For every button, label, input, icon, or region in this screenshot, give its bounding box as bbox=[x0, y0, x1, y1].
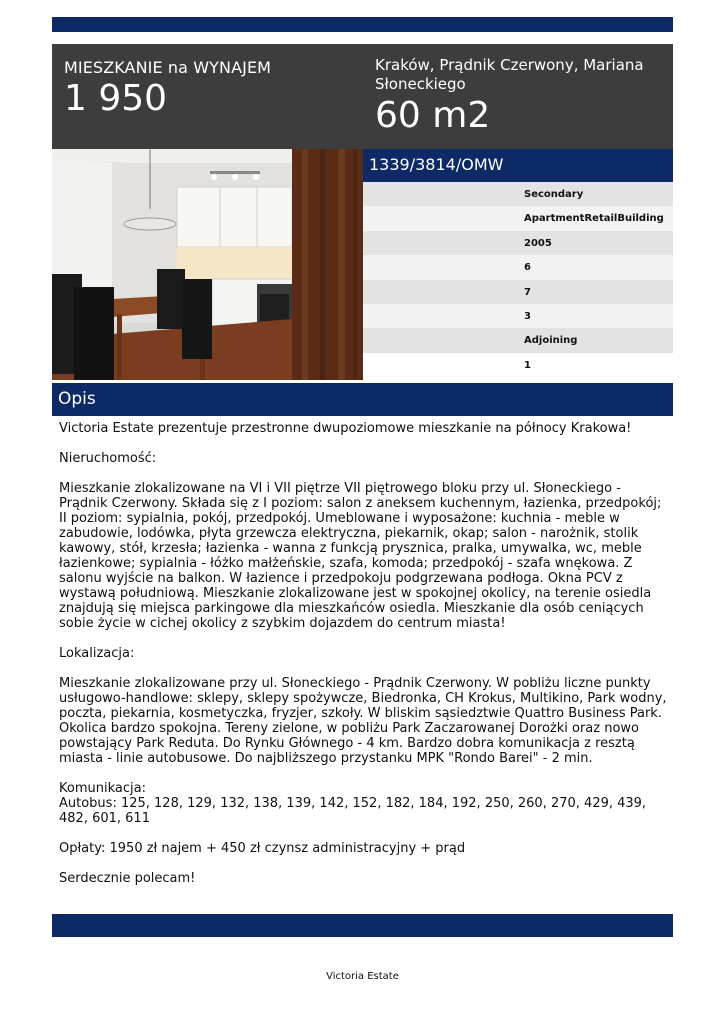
property-details: Mieszkanie zlokalizowane na VI i VII piętrze VII piętrowego bloku przy ul. Słoneckiego - Prądnik Czerwony. Składa się z I poziom: salon z aneksem kuchennym, łazienka, przedpokój; II poziom: sypialnia, pokój, przedpokój. Umeblowane i wyposażone: kuchnia - meble w zabudowie, lodówka, płyta grzewcza elektryczna, piekarnik, okap; salon - narożnik, stolik kawowy, stół, krzesła; łazienka - wanna z funkcją prysznica, pralka, umywalka, wc, meble łazienkowe; sypialnia - łóżko małżeńskie, szafa, komoda; przedpokój - szafa wnękowa. Z salonu wyjście na balkon. W łazience i przedpokoju podgrzewana podłoga. Okna PCV z wystawą południową. Mieszkanie zlokalizowane jest w spokojnej okolicy, na terenie osiedla znajdują się miejsca parkingowe dla mieszkańców osiedla. Mieszkanie dla osób ceniących sobie życie w cichej okolicy z szybkim dojazdem do centrum miasta! bbox=[59, 481, 662, 631]
property-heading: Nieruchomość: bbox=[59, 451, 157, 466]
spec-build-year: 2005 bbox=[363, 231, 673, 255]
reference-number: 1339/3814/OMW bbox=[363, 149, 673, 182]
fees-info: Opłaty: 1950 zł najem + 450 zł czynsz administracyjny + prąd bbox=[59, 841, 466, 856]
closing-line: Serdecznie polecam! bbox=[59, 871, 196, 886]
transport-info: Komunikacja: Autobus: 125, 128, 129, 132, 138, 139, 142, 152, 182, 184, 192, 250, 260, 270, 429, 439, 482, 601, 611 bbox=[59, 781, 647, 826]
spec-kitchen-type: Adjoining bbox=[363, 328, 673, 352]
apartment-photo bbox=[52, 149, 363, 380]
top-decorative-bar bbox=[52, 17, 673, 32]
spec-floor: 6 bbox=[363, 255, 673, 279]
spec-bathrooms: 1 bbox=[363, 353, 673, 377]
property-specs-table bbox=[363, 182, 673, 377]
listing-price: 1 950 bbox=[64, 78, 168, 119]
spec-market-type: Secondary bbox=[363, 182, 673, 206]
listing-header bbox=[52, 44, 673, 149]
description-intro: Victoria Estate prezentuje przestronne dwupoziomowe mieszkanie na północy Krakowa! bbox=[59, 421, 632, 436]
listing-address: Kraków, Prądnik Czerwony, Mariana Słoneckiego bbox=[375, 56, 644, 93]
description-body bbox=[59, 421, 669, 901]
spec-rooms: 3 bbox=[363, 304, 673, 328]
location-heading: Lokalizacja: bbox=[59, 646, 135, 661]
listing-type: MIESZKANIE na WYNAJEM bbox=[64, 58, 272, 77]
spec-total-floors: 7 bbox=[363, 280, 673, 304]
listing-area: 60 m2 bbox=[375, 95, 491, 136]
bottom-decorative-bar bbox=[52, 914, 673, 937]
footer-agency: Victoria Estate bbox=[326, 971, 399, 982]
spec-building-type: ApartmentRetailBuilding bbox=[363, 206, 673, 230]
description-heading: Opis bbox=[52, 383, 673, 416]
location-details: Mieszkanie zlokalizowane przy ul. Słoneckiego - Prądnik Czerwony. W pobliżu liczne punkty usługowo-handlowe: sklepy, sklepy spożywcze, Biedronka, CH Krokus, Multikino, Park wodny, poczta, piekarnia, kosmetyczka, fryzjer, szkoły. W bliskim sąsiedztwie Quattro Business Park. Okolica bardzo spokojna. Tereny zielone, w pobliżu Park Zaczarowanej Dorożki oraz nowo powstający Park Reduta. Do Rynku Głównego - 4 km. Bardzo dobra komunikacja z resztą miasta - linie autobusowe. Do najbliższego przystanku MPK "Rondo Barei" - 2 min. bbox=[59, 676, 667, 766]
